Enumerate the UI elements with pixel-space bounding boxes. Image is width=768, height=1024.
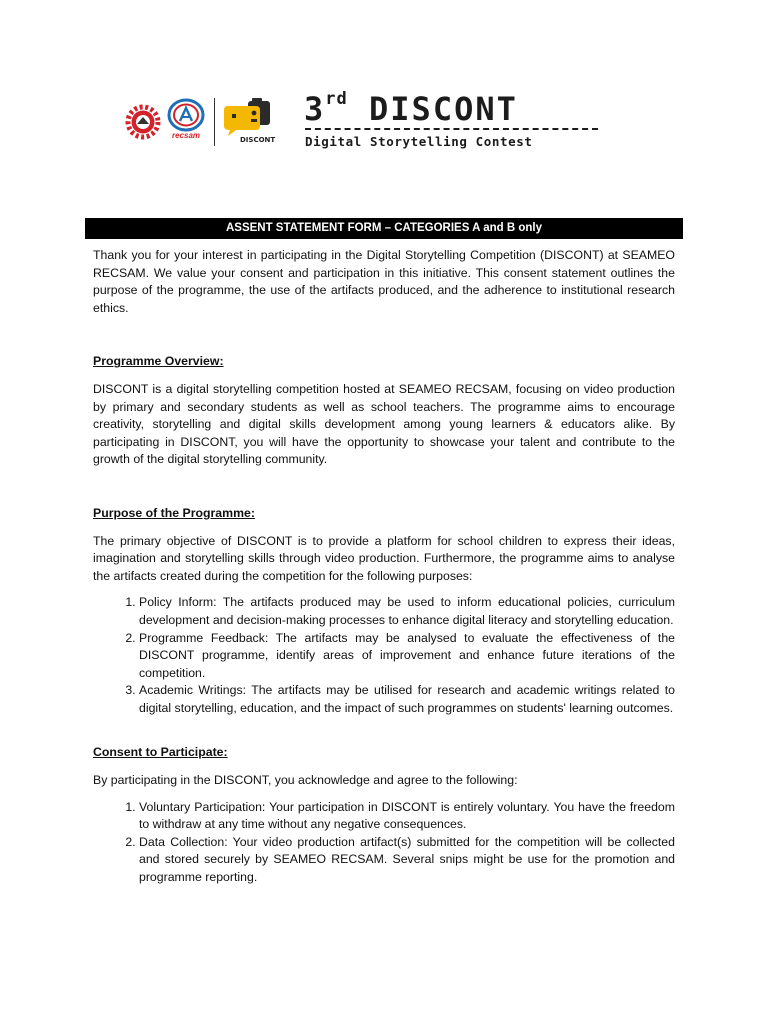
- camera-chat-icon: [222, 98, 282, 138]
- title-ordinal: rd: [325, 89, 348, 110]
- consent-heading: Consent to Participate:: [93, 745, 228, 760]
- intro-paragraph: Thank you for your interest in participating in the Digital Storytelling Competition (DISCONT) at SEAMEO RECSAM. We value your consent and participation in this initiative. This consent statement outlines the purpose of the programme, the use of the artifacts produced, and the adherence to institutional research ethics.: [93, 248, 675, 315]
- seameo-gear-logo-icon: [125, 104, 161, 140]
- form-title-banner: ASSENT STATEMENT FORM – CATEGORIES A and B only: [85, 218, 683, 239]
- overview-heading: Programme Overview:: [93, 354, 224, 369]
- purpose-paragraph: The primary objective of DISCONT is to provide a platform for school children to express their ideas, imagination and storytelling skills through video production. Furthermore, the programme aims to analyse the artifacts created during the competition for the following purposes:: [93, 533, 675, 583]
- purpose-list: [93, 594, 675, 717]
- consent-paragraph: By participating in the DISCONT, you acknowledge and agree to the following:: [93, 773, 518, 788]
- list-item: 2. Programme Feedback: The artifacts may be analysed to evaluate the effectiveness of the DISCONT programme, identify areas of improvement and enhance future iterations of the competition.: [139, 630, 675, 683]
- logo-divider: [214, 98, 215, 146]
- recsam-logo: [166, 98, 206, 142]
- title-number: 3: [304, 90, 326, 128]
- list-item: 1. Voluntary Participation: Your participation in DISCONT is entirely voluntary. You have the freedom to withdraw at any time without any negative consequences.: [139, 799, 675, 834]
- list-item: 1. Policy Inform: The artifacts produced may be used to inform educational policies, curriculum development and decision-making processes to enhance digital literacy and storytelling education.: [139, 594, 675, 629]
- recsam-emblem-icon: [166, 98, 206, 132]
- list-item: 2. Data Collection: Your video production artifact(s) submitted for the competition will be collected and stored securely by SEAMEO RECSAM. Several snips might be use for the promotion and programme reporting.: [139, 834, 675, 887]
- overview-paragraph: DISCONT is a digital storytelling competition hosted at SEAMEO RECSAM, focusing on video production by primary and secondary students as well as school teachers. The programme aims to encourage creativity, storytelling and digital skills development among young learners & educators alike. By participating in DISCONT, you will have the opportunity to showcase your talent and contribute to the growth of the digital storytelling community.: [93, 381, 675, 467]
- title-dashed-rule: [305, 128, 598, 130]
- document-body: [93, 247, 675, 887]
- list-item: 3. Academic Writings: The artifacts may be utilised for research and academic writings related to digital storytelling, education, and the impact of such programmes on students' learning outcomes.: [139, 682, 675, 717]
- consent-list: [93, 799, 675, 887]
- title-word: DISCONT: [347, 90, 518, 128]
- page-header: [122, 89, 612, 158]
- recsam-label: recsam: [171, 131, 201, 140]
- contest-subtitle: Digital Storytelling Contest: [305, 134, 533, 149]
- purpose-heading: Purpose of the Programme:: [93, 505, 255, 520]
- discont-logo: [222, 98, 282, 148]
- discont-logo-label: DISCONT: [240, 136, 276, 144]
- contest-title: [304, 90, 518, 128]
